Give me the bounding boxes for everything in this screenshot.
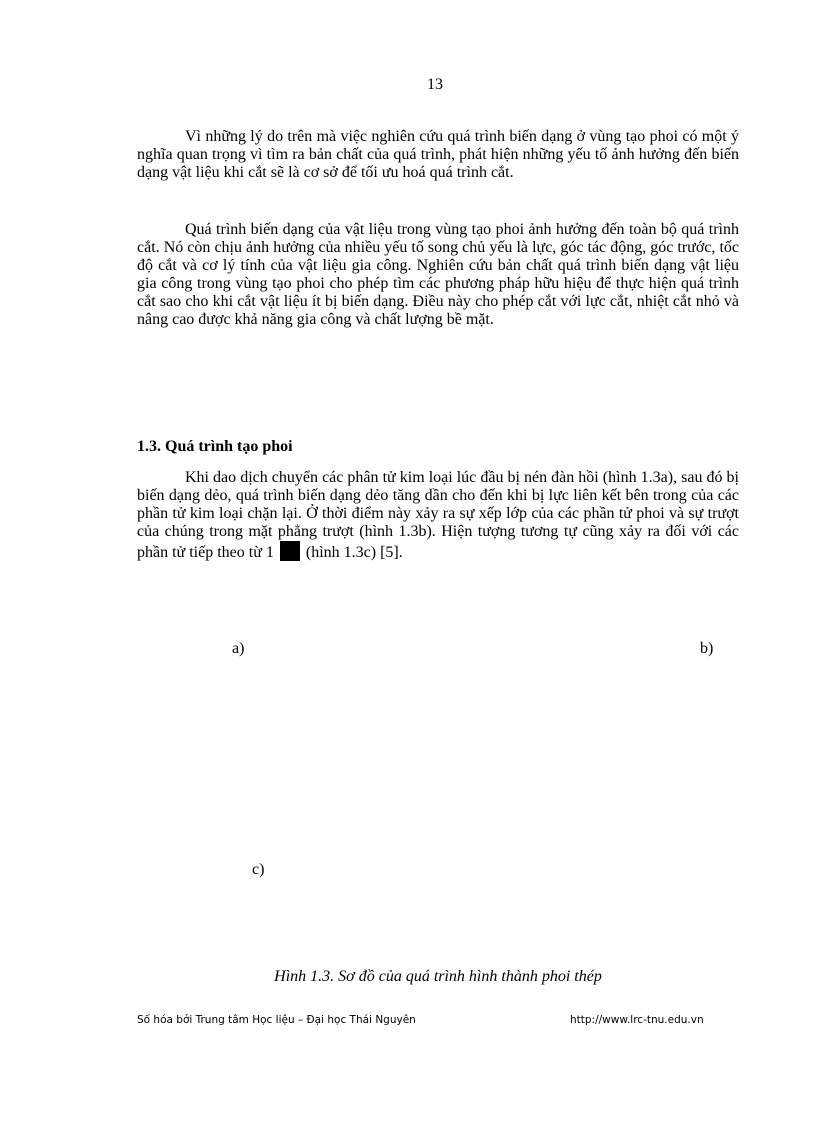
- paragraph-3-text-end: (hình 1.3c) [5].: [301, 544, 403, 561]
- figure-caption: Hình 1.3. Sơ đồ của quá trình hình thành phoi thép: [274, 968, 602, 985]
- page-number: 13: [427, 76, 443, 93]
- figure-label-c: c): [252, 861, 265, 878]
- figure-label-a: a): [232, 640, 245, 657]
- figure-area: [137, 660, 739, 950]
- figure-label-b: b): [700, 640, 714, 657]
- paragraph-3-text-start: Khi dao dịch chuyển các phân tử kim loại lúc đầu bị nén đàn hồi (hình 1.3a), sau đó bị biến dạng dẻo, quá trình biến dạng dẻo tăng dần cho đến khi bị lực liên kết bên trong của các phần tử kim loại chặn lại. Ở thời điểm này xảy ra sự xếp lớp của các phần tử phoi và sự trượt của chúng trong mặt phẳng trượt (hình 1.3b). Hiện tượng tương tự cũng xảy ra đối với các phần tử tiếp theo từ 1: [137, 469, 739, 561]
- redaction-block: [280, 541, 300, 561]
- footer-url[interactable]: http://www.lrc-tnu.edu.vn: [570, 1014, 704, 1026]
- paragraph-2: Quá trình biến dạng của vật liệu trong vùng tạo phoi ảnh hưởng đến toàn bộ quá trình cắt. Nó còn chịu ảnh hưởng của nhiều yếu tố song chủ yếu là lực, góc tác động, góc trước, tốc độ cắt và cơ lý tính của vật liệu gia công. Nghiên cứu bản chất quá trình biến dạng vật liệu gia công trong vùng tạo phoi cho phép tìm các phương pháp hữu hiệu để thực hiện quá trình cắt sao cho khi cắt vật liệu ít bị biến dạng. Điều này cho phép cắt với lực cắt, nhiệt cắt nhỏ và nâng cao được khả năng gia công và chất lượng bề mặt.: [137, 221, 739, 328]
- section-heading: 1.3. Quá trình tạo phoi: [137, 438, 293, 455]
- paragraph-1: Vì những lý do trên mà việc nghiên cứu quá trình biến dạng ở vùng tạo phoi có một ý nghĩa quan trọng vì tìm ra bản chất của quá trình, phát hiện những yếu tố ảnh hưởng đến biến dạng vật liệu khi cắt sẽ là cơ sở để tối ưu hoá quá trình cắt.: [137, 128, 739, 181]
- paragraph-3: [137, 469, 739, 562]
- footer-source: Số hóa bởi Trung tâm Học liệu – Đại học Thái Nguyên: [137, 1014, 416, 1026]
